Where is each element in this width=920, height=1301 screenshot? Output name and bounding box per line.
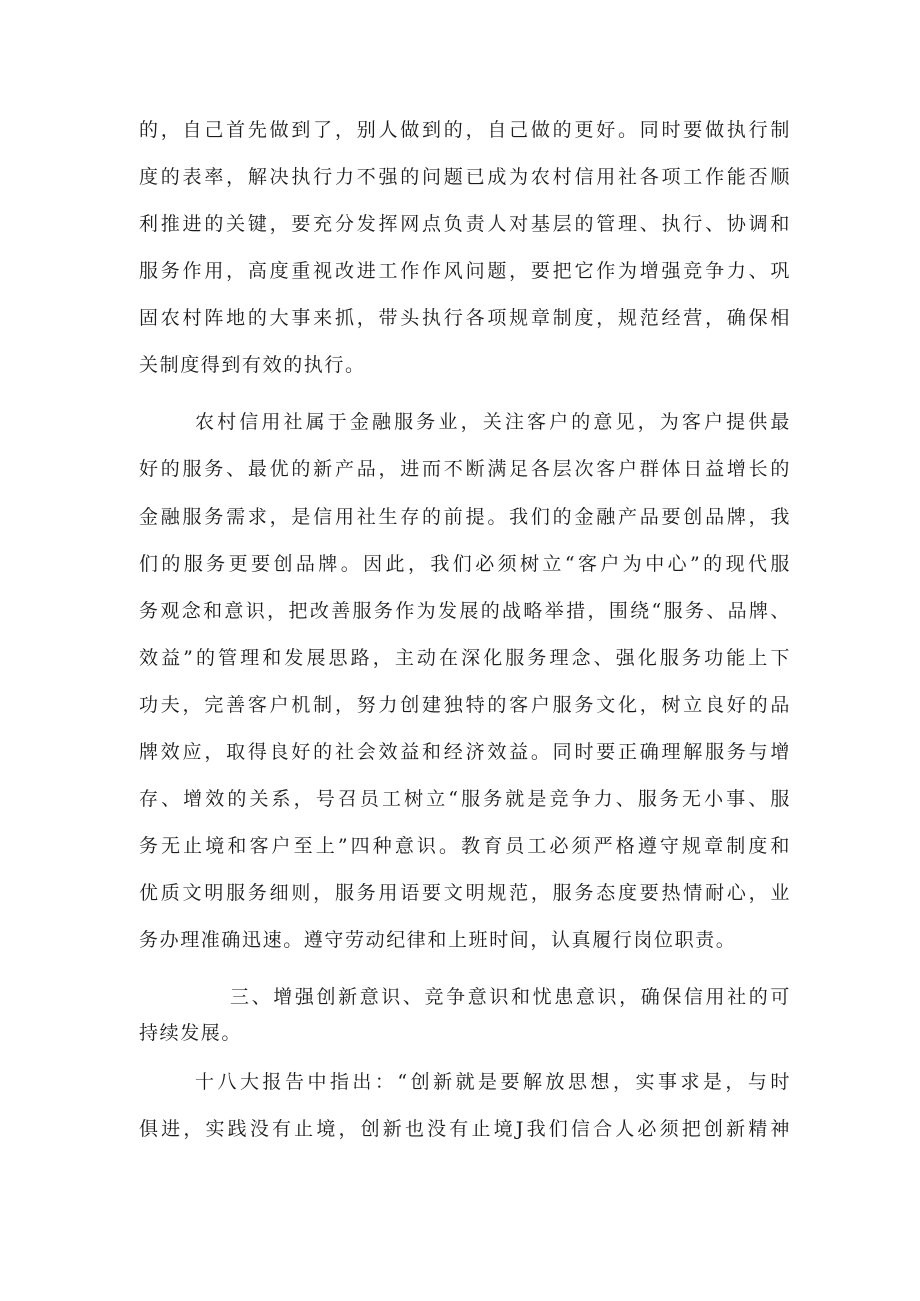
text-line: 存、增效的关系，号召员工树立“服务就是竞争力、服务无小事、服 [139,788,791,810]
text-line: 服务作用，高度重视改进工作作风问题，要把它作为增强竞争力、巩 [139,260,791,282]
text-line: 务观念和意识，把改善服务作为发展的战略举措，围绕“服务、品牌、 [139,600,791,622]
text-line: 利推进的关键，要充分发挥网点负责人对基层的管理、执行、协调和 [139,213,791,235]
text-line: 金融服务需求，是信用社生存的前提。我们的金融产品要创品牌，我 [139,506,791,528]
text-line: 持续发展。 [139,1022,243,1044]
text-line: 固农村阵地的大事来抓，带头执行各项规章制度，规范经营，确保相 [139,307,791,329]
text-line: 功夫，完善客户机制，努力创建独特的客户服务文化，树立良好的品 [139,694,791,716]
text-line: 度的表率，解决执行力不强的问题已成为农村信用社各项工作能否顺 [139,166,791,188]
text-line: 务办理准确迅速。遵守劳动纪律和上班时间，认真履行岗位职责。 [139,929,737,951]
text-line: 效益”的管理和发展思路，主动在深化服务理念、强化服务功能上下 [139,647,791,669]
text-line: 俱进，实践没有止境，创新也没有止境J我们信合人必须把创新精神 [139,1118,791,1140]
text-line: 农村信用社属于金融服务业，关注客户的意见，为客户提供最 [195,411,791,433]
text-line: 关制度得到有效的执行。 [139,354,366,376]
text-line: 们的服务更要创品牌。因此，我们必须树立“客户为中心”的现代服 [139,553,791,575]
text-line: 优质文明服务细则，服务用语要文明规范，服务态度要热情耐心，业 [139,882,791,904]
text-line: 三、增强创新意识、竞争意识和忧患意识，确保信用社的可 [230,986,791,1008]
text-line: 十八大报告中指出：“创新就是要解放思想，实事求是，与时 [195,1071,791,1093]
text-line: 牌效应，取得良好的社会效益和经济效益。同时要正确理解服务与增 [139,741,791,763]
text-line: 的，自己首先做到了，别人做到的，自己做的更好。同时要做执行制 [139,119,791,141]
text-line: 务无止境和客户至上”四种意识。教育员工必须严格遵守规章制度和 [139,835,791,857]
text-line: 好的服务、最优的新产品，进而不断满足各层次客户群体日益增长的 [139,458,791,480]
